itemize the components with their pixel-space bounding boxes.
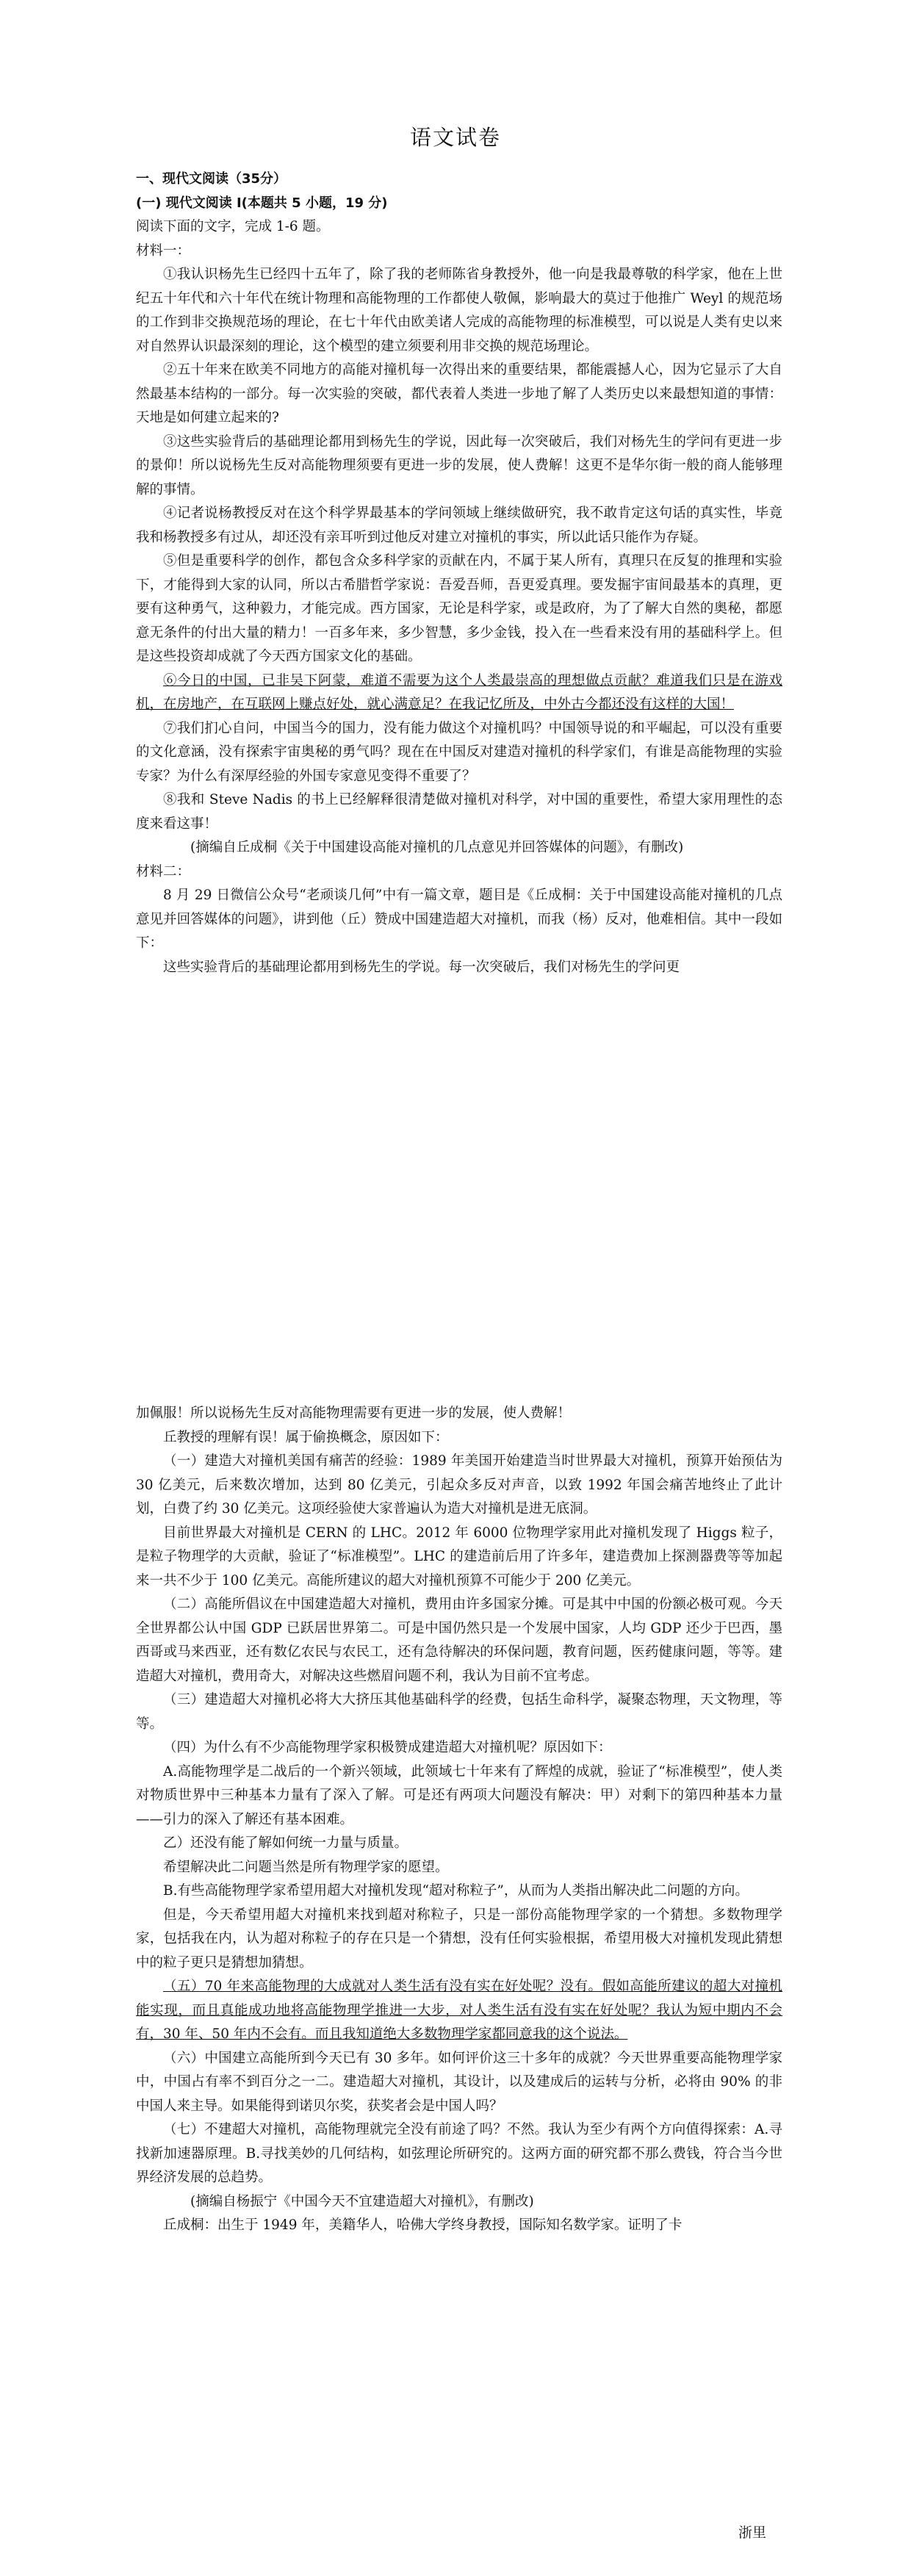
- m2-paragraph: （二）高能所倡议在中国建造超大对撞机，费用由许多国家分摊。可是其中中国的份额必极可观。今天全世界都公认中国 GDP 已跃居世界第二。可是中国仍然只是一个发展中国家，人均 GDP 还少于巴西，墨西哥或马来西亚，还有数亿农民与农民工，还有急待解决的环保问题，教育问题，医药健康问题，等等。建造超大对撞机，费用奇大，对解决这些燃眉问题不利，我认为目前不宜考虑。: [136, 1597, 782, 1684]
- material-1-label: 材料一：: [136, 242, 191, 259]
- lower-content: [136, 1402, 782, 2238]
- exam-title: 语文试卷: [409, 125, 501, 150]
- m2-paragraph: （三）建造超大对撞机必将大大挤压其他基础科学的经费，包括生命科学，凝聚态物理，天文物理，等等。: [136, 1692, 782, 1732]
- m2-quote-top: 这些实验背后的基础理论都用到杨先生的学说。每一次突破后，我们对杨先生的学问更: [163, 959, 680, 975]
- m2-paragraph: 目前世界最大对撞机是 CERN 的 LHC。2012 年 6000 位物理学家用此对撞机发现了 Higgs 粒子，是粒子物理学的大贡献，验证了“标准模型”。LHC 的建造前后用了许多年，建造费加上探测器费等等加起来一共不少于 100 亿美元。高能所建议的超大对撞机预算不可能少于 200 亿美元。: [136, 1525, 782, 1589]
- material-1-source: (摘编自丘成桐《关于中国建设高能对撞机的几点意见并回答媒体的问题》，有删改): [190, 840, 684, 855]
- m1-paragraph: ⑤但是重要科学的创作，都包含众多科学家的贡献在内，不属于某人所有，真理只在反复的推理和实验下，才能得到大家的认同，所以古希腊哲学家说：吾爱吾师，吾更爱真理。要发掘宇宙间最基本的真理，更要有这种勇气，这种毅力，才能完成。西方国家，无论是科学家，或是政府，为了了解大自然的奥秘，都愿意无条件的付出大量的精力！一百多年来，多少智慧，多少金钱，投入在一些看来没有用的基础科学上。但是这些投资却成就了今天西方国家文化的基础。: [136, 553, 782, 664]
- section-heading: 一、现代文阅读（35分）: [136, 171, 287, 187]
- m1-paragraph: ④记者说杨教授反对在这个科学界最基本的学问领域上继续做研究，我不敢肯定这句话的真实性，毕竟我和杨教授多有过从，却还没有亲耳听到过他反对建立对撞机的事实，所以此话只能作为存疑。: [136, 506, 782, 545]
- m2-paragraph: （一）建造大对撞机美国有痛苦的经验：1989 年美国开始建造当时世界最大对撞机，预算开始预估为 30 亿美元，后来数次增加，达到 80 亿美元，引起众多反对声音，以致 1992 年国会痛苦地终止了此计划，白费了约 30 亿美元。这项经验使大家普遍认为造大对撞机是进无底洞。: [136, 1453, 782, 1517]
- material-2-label: 材料二：: [136, 863, 191, 879]
- m1-paragraph: ①我认识杨先生已经四十五年了，除了我的老师陈省身教授外，他一向是我最尊敬的科学家，他在上世纪五十年代和六十年代在统计物理和高能物理的工作都使人敬佩，影响最大的莫过于他推广 Weyl 的规范场的工作到非交换规范场的理论，在七十年代由欧美诸人完成的高能物理的标准模型，可以说是人类有史以来对自然界认识最深刻的理论，这个模型的建立须要利用非交换的规范场理论。: [136, 267, 782, 354]
- subsection-heading: (一) 现代文阅读 I(本题共 5 小题，19 分): [136, 195, 388, 211]
- m2-paragraph: （七）不建超大对撞机，高能物理就完全没有前途了吗？不然。我认为至少有两个方向值得探索：A.寻找新加速器原理。B.寻找美妙的几何结构，如弦理论所研究的。这两方面的研究都不那么费钱，符合当今世界经济发展的总趋势。: [136, 2122, 782, 2185]
- m2-paragraph: （四）为什么有不少高能物理学家积极赞成建造超大对撞机呢？原因如下：: [163, 1740, 612, 1755]
- m2-paragraph: （六）中国建立高能所到今天已有 30 多年。如何评价这三十多年的成就？今天世界重要高能物理学家中，中国占有率不到百分之一二。建造超大对撞机，其设计，以及建成后的运转与分析，必将由 90% 的非中国人来主导。如果能得到诺贝尔奖，获奖者会是中国人吗？: [136, 2050, 782, 2114]
- m2-quote-bottom: 加佩服！所以说杨先生反对高能物理需要有更进一步的发展，使人费解！: [136, 1406, 572, 1421]
- author-bio: 丘成桐：出生于 1949 年，美籍华人，哈佛大学终身教授，国际知名数学家。证明了卡: [163, 2217, 683, 2233]
- m1-paragraph: ⑧我和 Steve Nadis 的书上已经解释很清楚做对撞机对科学，对中国的重要性，希望大家用理性的态度来看这事！: [136, 792, 782, 832]
- m2-paragraph: 希望解决此二问题当然是所有物理学家的愿望。: [163, 1859, 449, 1875]
- m2-paragraph: 丘教授的理解有误！属于偷换概念，原因如下：: [163, 1429, 449, 1445]
- m2-paragraph: A.高能物理学是二战后的一个新兴领域，此领域七十年来有了辉煌的成就，验证了“标准模型”，使人类对物质世界中三种基本力量有了深入了解。可是还有两项大问题没有解决：甲）对剩下的第四种基本力量——引力的深入了解还有基本困难。: [136, 1763, 782, 1827]
- m2-paragraph: B.有些高能物理学家希望用超大对撞机发现“超对称粒子”，从而为人类指出解决此二问题的方向。: [163, 1883, 749, 1899]
- upper-content: [136, 168, 782, 979]
- m1-paragraph: ③这些实验背后的基础理论都用到杨先生的学说，因此每一次突破后，我们对杨先生的学问有更进一步的景仰！所以说杨先生反对高能物理须要有更进一步的发展，使人费解！这更不是华尔街一般的商人能够理解的事情。: [136, 433, 782, 497]
- m2-paragraph: 乙）还没有能了解如何统一力量与质量。: [163, 1835, 408, 1851]
- m2-intro: 8 月 29 日微信公众号“老顽谈几何”中有一篇文章，题目是《丘成桐：关于中国建设高能对撞机的几点意见并回答媒体的问题》，讲到他（丘）赞成中国建造超大对撞机，而我（杨）反对，他难相信。其中一段如下：: [136, 888, 782, 951]
- material-2-source: (摘编自杨振宁《中国今天不宜建造超大对撞机》，有删改): [190, 2193, 534, 2209]
- m2-paragraph: 但是，今天希望用超大对撞机来找到超对称粒子，只是一部份高能物理学家的一个猜想。多数物理学家，包括我在内，认为超对称粒子的存在只是一个猜想，没有任何实验根据，希望用极大对撞机发现此猜想中的粒子更只是猜想加猜想。: [136, 1907, 782, 1971]
- m1-paragraph: ⑦我们扪心自问，中国当今的国力，没有能力做这个对撞机吗？中国领导说的和平崛起，可以没有重要的文化意涵，没有探索宇宙奥秘的勇气吗？现在在中国反对建造对撞机的科学家们，有谁是高能物理的实验专家？为什么有深厚经验的外国专家意见变得不重要了？: [136, 720, 782, 784]
- m2-paragraph-underlined: （五）70 年来高能物理的大成就对人类生活有没有实在好处呢？没有。假如高能所建议的超大对撞机能实现，而且真能成功地将高能物理学推进一大步，对人类生活有没有实在好处呢？我认为短中期内不会有，30 年、50 年内不会有。而且我知道绝大多数物理学家都同意我的这个说法。: [136, 1979, 782, 2042]
- m1-paragraph-underlined: ⑥今日的中国，已非吴下阿蒙，难道不需要为这个人类最崇高的理想做点贡献？难道我们只是在游戏机，在房地产，在互联网上赚点好处，就心满意足？在我记忆所及，中外古今都还没有这样的大国！: [136, 672, 782, 712]
- footer-mark: 浙里: [738, 2525, 767, 2541]
- m1-paragraph: ②五十年来在欧美不同地方的高能对撞机每一次得出来的重要结果，都能震撼人心，因为它显示了大自然最基本结构的一部分。每一次实验的突破，都代表着人类进一步地了解了人类历史以来最想知道的事情：天地是如何建立起来的?: [136, 362, 782, 425]
- instruction: 阅读下面的文字，完成 1-6 题。: [136, 219, 330, 234]
